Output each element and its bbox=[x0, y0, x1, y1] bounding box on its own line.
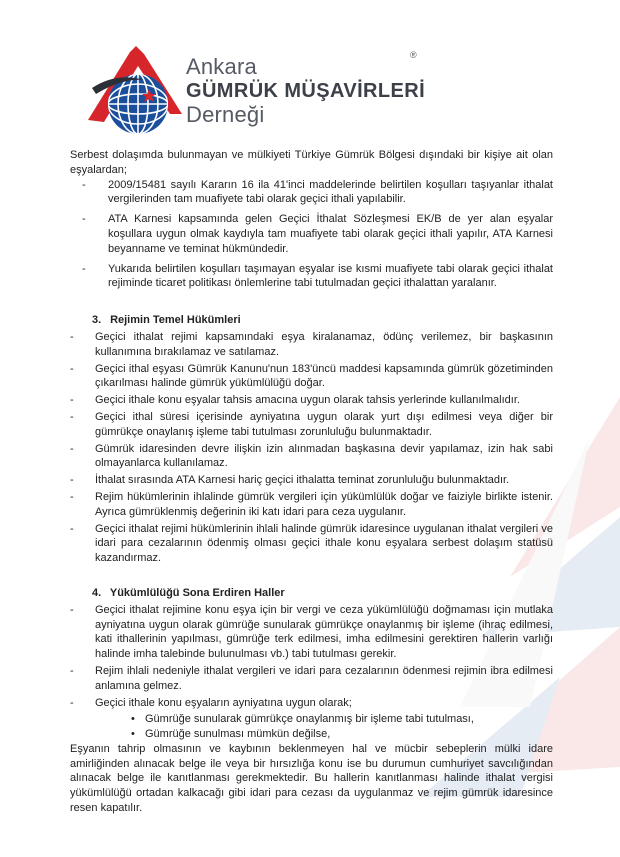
section3-title: Rejimin Temel Hükümleri bbox=[110, 314, 241, 327]
intro-paragraph: Serbest dolaşımda bulunmayan ve mülkiyeti Türkiye Gümrük Bölgesi dışındaki bir kişiye ait olan eşyalardan; bbox=[70, 149, 553, 176]
closing-paragraph: Eşyanın tahrip olmasının ve kaybının beklenmeyen hal ve mücbir sebeplerin mülki idare amirliğinden alınacak belge ile veya bir hırsızlığa konu ise bu durumun cumhuriyet savcılığından alınacak belge ile kanıtlanması gerekmektedir. Bu hallerin kanıtlanması halinde ithalat vergisi yükümlülüğü ortadan kalkacağı gibi idari para cezası da uygulanmaz ve rejim gümrük idaresince resen kapatılır. bbox=[70, 742, 553, 815]
section4-heading bbox=[70, 586, 553, 601]
list-item: - Geçici ithale konu eşyaların ayniyatına uygun olarak; bbox=[70, 696, 553, 711]
list-item: - Geçici ithalat rejimi kapsamındaki eşya kiralanamaz, ödünç verilemez, bir başkasının kullanımına bırakılamaz ve satılamaz. bbox=[70, 330, 553, 360]
association-logo bbox=[86, 42, 186, 142]
logo-wordmark bbox=[186, 55, 425, 127]
section3-list bbox=[70, 330, 553, 566]
section3-number: 3. bbox=[92, 314, 102, 327]
list-item: - İthalat sırasında ATA Karnesi hariç geçici ithalatta teminat zorunluluğu bulunmaktadır. bbox=[70, 473, 553, 488]
section1-list bbox=[70, 178, 553, 292]
registered-mark: ® bbox=[410, 50, 417, 60]
section4-number: 4. bbox=[92, 586, 102, 599]
list-item: - Yukarıda belirtilen koşulları taşımayan eşyalar ise kısmi muafiyete tabi olarak geçici ithalat rejiminde ticaret politikası önlemlerine tabi tutulmadan geçici ithalattan yaralanır. bbox=[70, 262, 553, 292]
list-item: - Rejim ihlali nedeniyle ithalat vergileri ve idari para cezalarının ödenmesi rejimin ibra edilmesi anlamına gelmez. bbox=[70, 664, 553, 694]
list-item: - 2009/15481 sayılı Kararın 16 ila 41'inci maddelerinde belirtilen koşulları taşıyanlar ithalat vergilerinden tam muafiyete tabi olarak geçici ithali yapılabilir. bbox=[70, 178, 553, 208]
document-body bbox=[70, 148, 553, 816]
sub-list-item: • Gümrüğe sunularak gümrükçe onaylanmış bir işleme tabi tutulması, bbox=[70, 712, 553, 727]
sub-list-item: • Gümrüğe sunulması mümkün değilse, bbox=[70, 727, 553, 742]
list-item: - Geçici ithal eşyası Gümrük Kanunu'nun 183'üncü maddesi kapsamında gümrük gözetiminden çıkarılması halinde gümrük yükümlülüğü doğar. bbox=[70, 362, 553, 392]
list-item: - Gümrük idaresinden devre ilişkin izin alınmadan başkasına devir yapılamaz, izin hak sabi olmayanlarca kullanılamaz. bbox=[70, 442, 553, 472]
list-item: - ATA Karnesi kapsamında gelen Geçici İthalat Sözleşmesi EK/B de yer alan eşyalar koşullara uygun olmak kaydıyla tam muafiyete tabi olarak geçici ithali yapılır, ATA Karnesi beyanname ve teminat hükmündedir. bbox=[70, 212, 553, 256]
header bbox=[86, 40, 446, 150]
section4-sublist bbox=[70, 712, 553, 742]
list-item: - Geçici ithale konu eşyalar tahsis amacına uygun olarak tahsis yerlerinde kullanılmalıdır. bbox=[70, 393, 553, 408]
list-item: - Rejim hükümlerinin ihlalinde gümrük vergileri için yükümlülük doğar ve faiziyle birlikte istenir. Ayrıca gümrüklenmiş değerinin iki katı idari para ceza uygulanır. bbox=[70, 490, 553, 520]
brand-suffix: Derneği bbox=[186, 102, 265, 127]
brand-name: GÜMRÜK MÜŞAVİRLERİ bbox=[186, 80, 426, 102]
list-item: - Geçici ithalat rejimi hükümlerinin ihlali halinde gümrük idaresince uygulanan ithalat vergileri ve idari para cezalarının ödenmiş olması geçici ithale konu eşyalara serbest dolaşım statüsü kazandırmaz. bbox=[70, 522, 553, 566]
section4-title: Yükümlülüğü Sona Erdiren Haller bbox=[109, 586, 285, 599]
list-item: - Geçici ithalat rejimine konu eşya için bir vergi ve ceza yükümlülüğü doğmaması için mutlaka ayniyatına uygun olarak gümrüğe sunularak gümrükçe onaylanmış bir işleme (ihraç edilmesi, kati ithallerinin yapılması, gümrüğe terk edilmesi, imha edilmesini gerektiren hallerin varlığı halinde imha talebinde bulunulması vb.) tabi tutulması gerekir. bbox=[70, 603, 553, 662]
section3-heading bbox=[70, 313, 553, 328]
list-item: - Geçici ithal süresi içerisinde ayniyatına uygun olarak yurt dışı edilmesi veya diğer bir gümrükçe onaylanış işleme tabi tutulması zorunluluğu bulunmaktadır. bbox=[70, 410, 553, 440]
brand-city: Ankara bbox=[186, 54, 257, 79]
section4-list bbox=[70, 603, 553, 711]
